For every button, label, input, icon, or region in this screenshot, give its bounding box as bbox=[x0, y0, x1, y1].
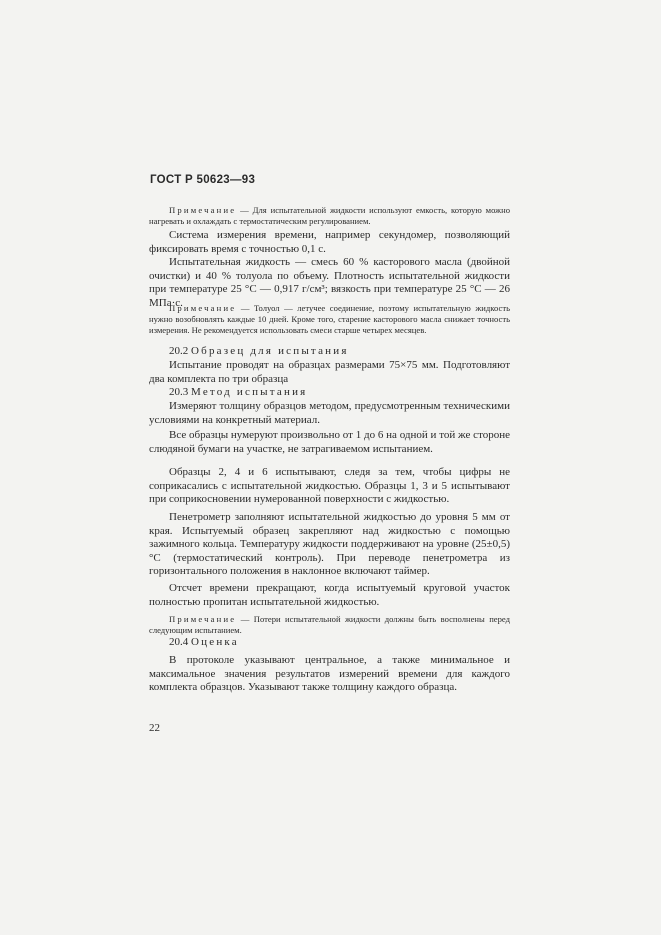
page-number: 22 bbox=[149, 722, 160, 734]
paragraph-samples bbox=[149, 359, 510, 386]
note-label: Примечание bbox=[169, 614, 237, 624]
note-text: — Толуол — летучее соединение, поэтому испытательную жидкость нужно возобновлять каждые 10 дней. Кроме того, старение касторового масла снижает точность измерения. Не рекомендуется использовать смеси старше четырех месяцев. bbox=[149, 303, 510, 335]
paragraph-text: Образцы 2, 4 и 6 испытывают, следя за тем, чтобы цифры не соприкасались с испытательной жидкостью. Образцы 1, 3 и 5 испытывают при соприкосновении нумерованной поверхности с жидкостью. bbox=[149, 466, 510, 506]
paragraph-timing bbox=[149, 582, 510, 609]
note-2 bbox=[149, 303, 510, 336]
paragraph-text: Система измерения времени, например секундомер, позволяющий фиксировать время с точностью 0,1 с. bbox=[149, 229, 510, 255]
section-title: Метод испытания bbox=[191, 386, 308, 398]
note-3 bbox=[149, 614, 510, 636]
section-title: Образец для испытания bbox=[191, 345, 349, 357]
section-number: 20.2 bbox=[169, 345, 189, 357]
note-text: — Для испытательной жидкости используют емкость, которую можно нагревать и охлаждать с термостатическим регулированием. bbox=[149, 205, 510, 226]
paragraph-text: Пенетрометр заполняют испытательной жидкостью до уровня 5 мм от края. Испытуемый образец закрепляют над жидкостью с помощью зажимного кольца. Температуру жидкости поддерживают на уровне (25±0,5) °С (термостатический контроль). При переводе пенетрометра из горизонтального положения в наклонное включают таймер. bbox=[149, 511, 510, 578]
section-title: Оценка bbox=[191, 636, 239, 648]
section-20-2-heading bbox=[149, 345, 510, 359]
section-number: 20.3 bbox=[169, 386, 189, 398]
note-label: Примечание bbox=[169, 205, 237, 215]
note-text: — Потери испытательной жидкости должны быть восполнены перед следующим испытанием. bbox=[149, 614, 510, 635]
paragraph-text: Все образцы нумеруют произвольно от 1 до 6 на одной и той же стороне слюдяной бумаги на участке, не затрагиваемом испытанием. bbox=[149, 429, 510, 455]
section-20-3-heading bbox=[149, 386, 510, 400]
paragraph-penetrometer bbox=[149, 511, 510, 579]
note-1 bbox=[149, 205, 510, 227]
paragraph-text: Испытание проводят на образцах размерами 75×75 мм. Подготовляют два комплекта по три образца bbox=[149, 359, 510, 385]
paragraph-text: В протоколе указывают центральное, а также минимальное и максимальное значения результатов измерений времени для каждого комплекта образцов. Указывают также толщину каждого образца. bbox=[149, 654, 510, 694]
section-number: 20.4 bbox=[169, 636, 189, 648]
paragraph-thickness bbox=[149, 400, 510, 427]
paragraph-samples-testing bbox=[149, 466, 510, 507]
paragraph-text: Отсчет времени прекращают, когда испытуемый круговой участок полностью пропитан испытательной жидкостью. bbox=[149, 582, 510, 608]
paragraph-timer bbox=[149, 229, 510, 256]
section-20-4-heading bbox=[149, 636, 510, 650]
paragraph-text: Измеряют толщину образцов методом, предусмотренным техническими условиями на конкретный материал. bbox=[149, 400, 510, 426]
paragraph-numbering bbox=[149, 429, 510, 456]
paragraph-text: Испытательная жидкость — смесь 60 % касторового масла (двойной очистки) и 40 % толуола по объему. Плотность испытательной жидкости при температуре 25 °С — 0,917 г/см³; вязкость при температуре 25 °С — 26 МПа·с. bbox=[149, 256, 510, 309]
note-label: Примечание bbox=[169, 303, 237, 313]
paragraph-protocol bbox=[149, 654, 510, 695]
document-header: ГОСТ Р 50623—93 bbox=[150, 174, 256, 186]
